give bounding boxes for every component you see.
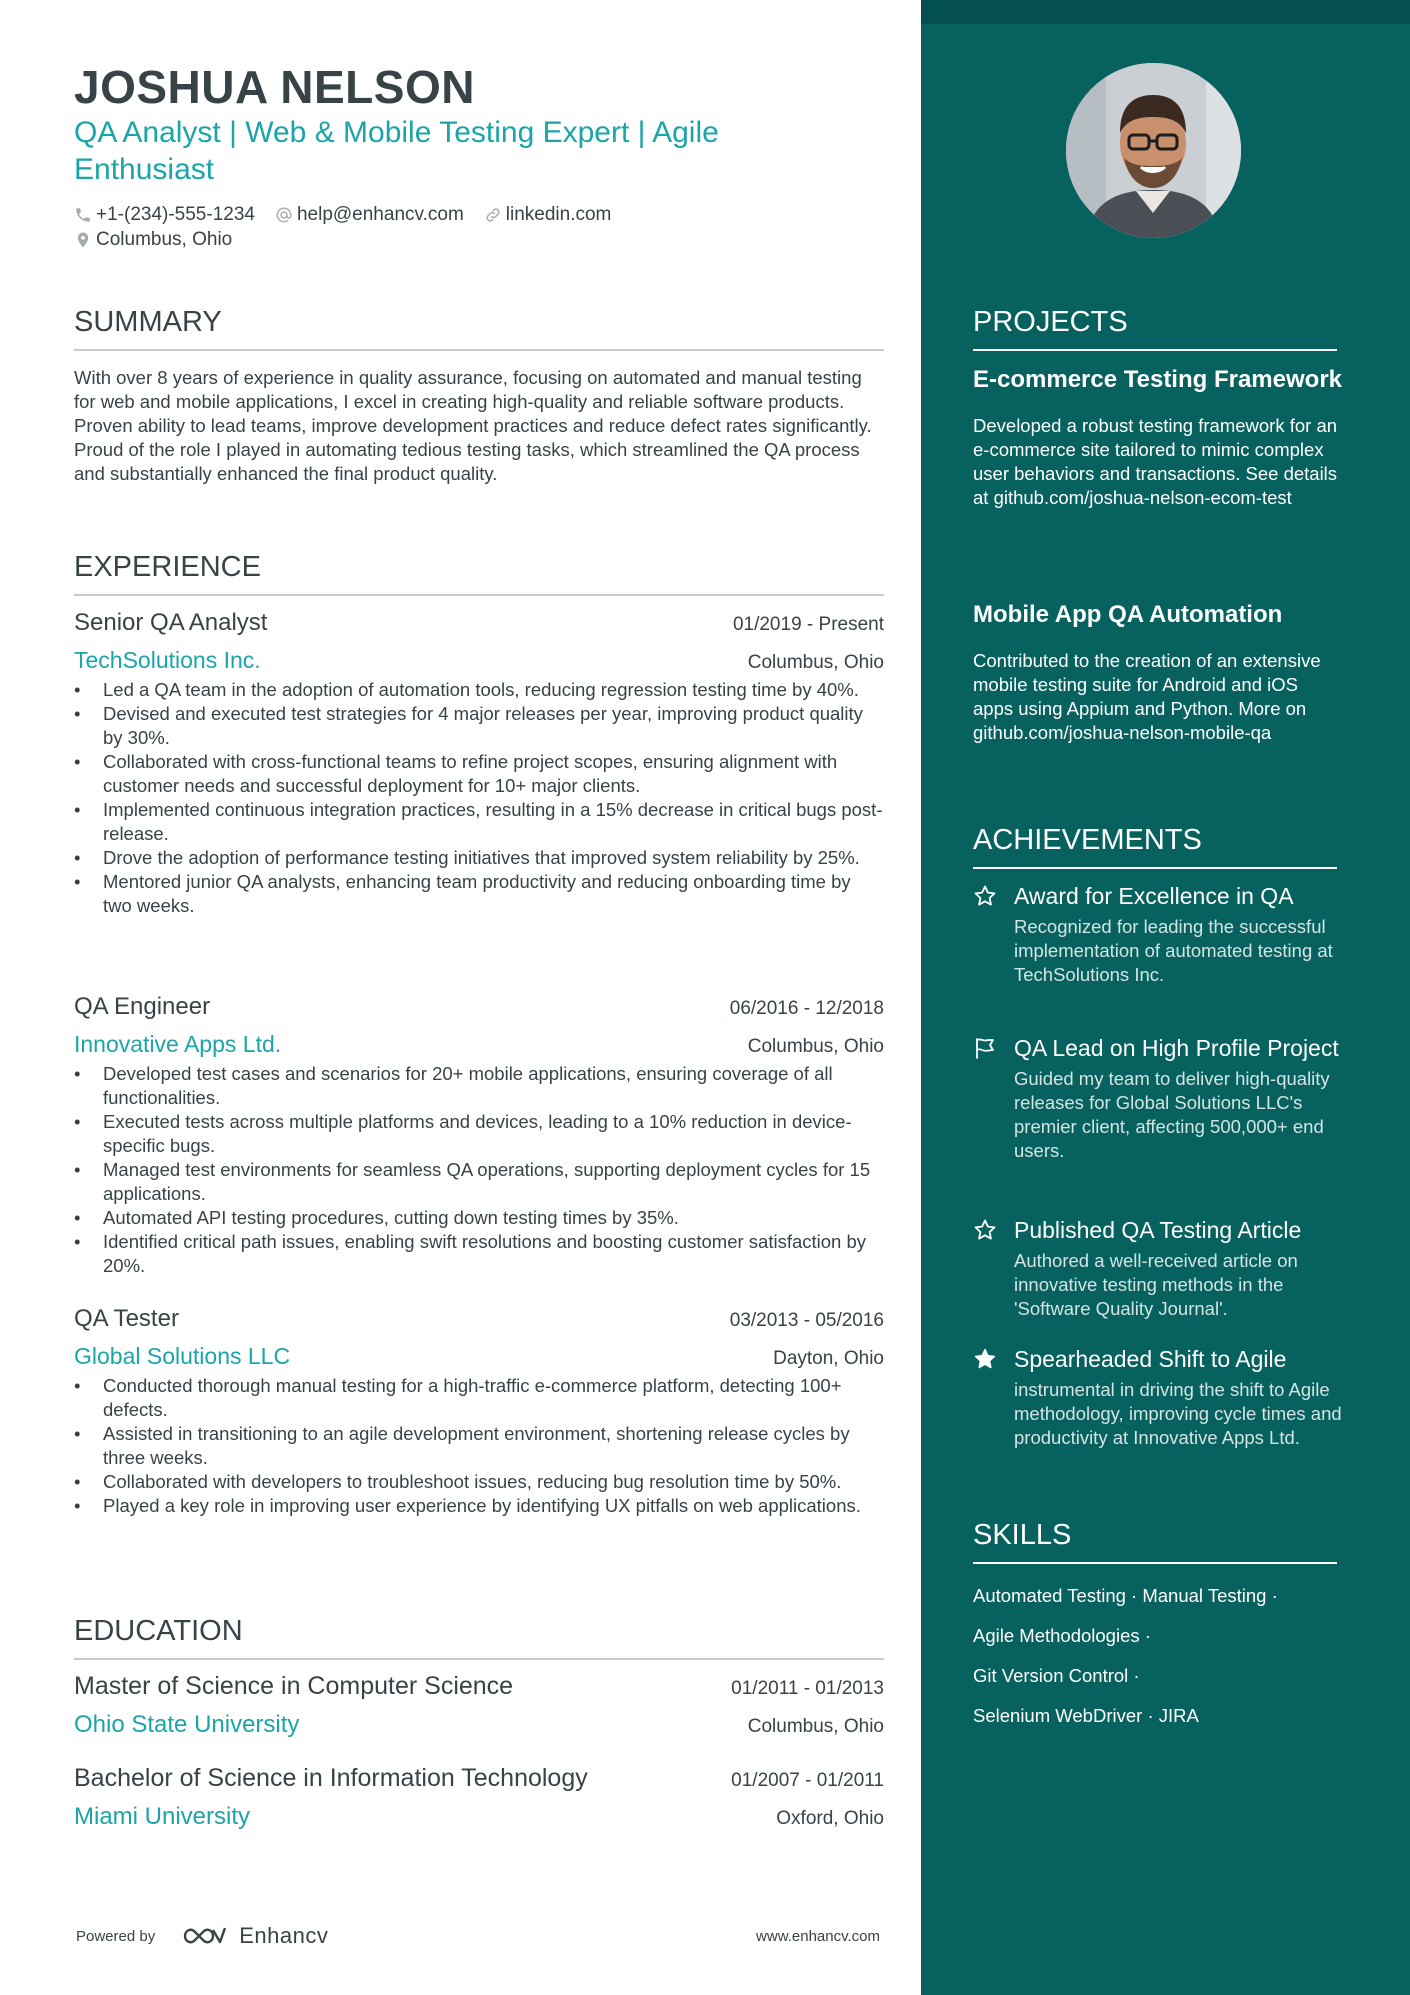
education-school: Ohio State University — [74, 1711, 300, 1738]
job-location: Columbus, Ohio — [747, 652, 884, 673]
skills-line: Selenium WebDriver · JIRA — [973, 1705, 1199, 1726]
education-location: Oxford, Ohio — [776, 1808, 884, 1829]
summary-heading: SUMMARY — [74, 306, 884, 351]
education-degree: Bachelor of Science in Information Technology — [74, 1764, 588, 1792]
projects-heading: PROJECTS — [973, 306, 1337, 351]
project-description: Developed a robust testing framework for an e-commerce site tailored to mimic complex user behaviors and transactions. See details at github.com/joshua-nelson-ecom-test — [973, 415, 1338, 508]
star-outline-icon — [973, 1218, 997, 1242]
job-bullet: • Mentored junior QA analysts, enhancing team productivity and reducing onboarding time by two weeks. — [74, 870, 884, 918]
skills-list — [973, 1576, 1343, 1736]
job-entry — [74, 1305, 884, 1518]
project-entry — [973, 600, 1343, 745]
email-item — [275, 204, 464, 226]
job-bullet: • Identified critical path issues, enabling swift resolutions and boosting customer satisfaction by 20%. — [74, 1230, 884, 1278]
summary-text: With over 8 years of experience in quality assurance, focusing on automated and manual testing for web and mobile applications, I excel in creating high-quality and reliable software products. Proven ability to lead teams, improve development practices and reduce defect rates significantly. Proud of the role I played in automating tedious testing tasks, which streamlined the QA process and substantially enhanced the final product quality. — [74, 367, 872, 484]
achievement-description: Guided my team to deliver high-quality releases for Global Solutions LLC's premier client, affecting 500,000+ end users. — [1014, 1068, 1330, 1161]
job-bullet: • Drove the adoption of performance testing initiatives that improved system reliability by 25%. — [74, 846, 884, 870]
job-location: Columbus, Ohio — [747, 1036, 884, 1057]
education-heading: EDUCATION — [74, 1615, 884, 1660]
skills-line: Automated Testing · Manual Testing · — [973, 1585, 1278, 1606]
project-title: E-commerce Testing Framework — [973, 366, 1343, 393]
at-icon — [275, 206, 293, 224]
sidebar-top-bar — [921, 0, 1410, 24]
candidate-headline: QA Analyst | Web & Mobile Testing Expert | Agile Enthusiast — [74, 116, 719, 186]
avatar-photo-icon — [1066, 63, 1241, 238]
job-bullet: • Assisted in transitioning to an agile development environment, shortening release cycles by three weeks. — [74, 1422, 884, 1470]
skills-line: Agile Methodologies · — [973, 1625, 1151, 1646]
achievement-description: Authored a well-received article on innovative testing methods in the 'Software Quality Journal'. — [1014, 1250, 1298, 1319]
achievement-description: instrumental in driving the shift to Agile methodology, improving cycle times and productivity at Innovative Apps Ltd. — [1014, 1379, 1342, 1448]
link-icon — [484, 206, 502, 224]
linkedin-item — [484, 204, 612, 226]
enhancv-logo[interactable] — [181, 1923, 328, 1949]
job-title: Senior QA Analyst — [74, 609, 268, 636]
enhancv-brand-text: Enhancv — [239, 1923, 329, 1948]
achievement-entry — [973, 1216, 1343, 1321]
experience-heading: EXPERIENCE — [74, 551, 884, 596]
website-link[interactable]: www.enhancv.com — [756, 1927, 880, 1945]
job-bullet: • Implemented continuous integration practices, resulting in a 15% decrease in critical bugs post-release. — [74, 798, 884, 846]
location-item — [74, 229, 232, 251]
achievements-heading: ACHIEVEMENTS — [973, 824, 1337, 869]
education-school: Miami University — [74, 1803, 251, 1830]
job-bullet: • Managed test environments for seamless QA operations, supporting deployment cycles for 15 applications. — [74, 1158, 884, 1206]
education-date: 01/2011 - 01/2013 — [731, 1678, 884, 1699]
job-bullets — [74, 1374, 884, 1518]
project-title: Mobile App QA Automation — [973, 601, 1283, 628]
achievement-title: QA Lead on High Profile Project — [1014, 1035, 1339, 1061]
job-title: QA Tester — [74, 1305, 179, 1332]
candidate-name: JOSHUA NELSON — [74, 61, 475, 113]
job-company: Innovative Apps Ltd. — [74, 1031, 282, 1057]
achievement-description: Recognized for leading the successful implementation of automated testing at TechSolutions Inc. — [1014, 916, 1333, 985]
job-bullet: • Led a QA team in the adoption of automation tools, reducing regression testing time by 40%. — [74, 678, 884, 702]
phone-text[interactable]: +1-(234)-555-1234 — [96, 203, 255, 225]
job-title: QA Engineer — [74, 993, 211, 1020]
education-entry — [74, 1672, 884, 1739]
job-company: Global Solutions LLC — [74, 1343, 291, 1369]
flag-icon — [973, 1036, 997, 1060]
location-text: Columbus, Ohio — [96, 228, 233, 250]
achievement-entry — [973, 1034, 1343, 1163]
achievement-entry — [973, 1345, 1343, 1450]
job-entry — [74, 993, 884, 1278]
contact-info — [74, 202, 874, 252]
education-degree: Master of Science in Computer Science — [74, 1672, 514, 1700]
footer — [76, 1916, 880, 1956]
job-bullet: • Collaborated with developers to troubleshoot issues, reducing bug resolution time by 50%. — [74, 1470, 884, 1494]
avatar — [1066, 63, 1241, 238]
job-bullet: • Conducted thorough manual testing for a high-traffic e-commerce platform, detecting 100+ defects. — [74, 1374, 884, 1422]
enhancv-logo-icon — [181, 1924, 227, 1948]
sidebar — [921, 0, 1410, 1995]
location-pin-icon — [74, 231, 92, 249]
job-date: 06/2016 - 12/2018 — [729, 998, 884, 1019]
linkedin-text[interactable]: linkedin.com — [505, 203, 612, 225]
project-description: Contributed to the creation of an extensive mobile testing suite for Android and iOS apps using Appium and Python. More on github.com/joshua-nelson-mobile-qa — [973, 650, 1321, 743]
achievement-entry — [973, 882, 1343, 987]
job-date: 03/2013 - 05/2016 — [729, 1310, 884, 1331]
job-bullet: • Executed tests across multiple platforms and devices, leading to a 10% reduction in device-specific bugs. — [74, 1110, 884, 1158]
job-location: Dayton, Ohio — [773, 1348, 884, 1369]
project-entry — [973, 365, 1343, 510]
email-text[interactable]: help@enhancv.com — [296, 203, 464, 225]
job-bullets — [74, 678, 884, 918]
achievement-title: Spearheaded Shift to Agile — [1014, 1346, 1287, 1372]
powered-by-label: Powered by — [76, 1927, 156, 1945]
job-bullet: • Developed test cases and scenarios for 20+ mobile applications, ensuring coverage of all functionalities. — [74, 1062, 884, 1110]
job-bullet: • Played a key role in improving user experience by identifying UX pitfalls on web applications. — [74, 1494, 884, 1518]
job-bullet: • Automated API testing procedures, cutting down testing times by 35%. — [74, 1206, 884, 1230]
job-entry — [74, 609, 884, 918]
skills-heading: SKILLS — [973, 1519, 1337, 1564]
achievement-title: Published QA Testing Article — [1014, 1217, 1302, 1243]
phone-item — [74, 204, 255, 226]
job-date: 01/2019 - Present — [732, 614, 884, 635]
education-entry — [74, 1764, 884, 1831]
job-bullets — [74, 1062, 884, 1278]
phone-icon — [74, 206, 92, 224]
star-outline-icon — [973, 884, 997, 908]
job-bullet: • Collaborated with cross-functional teams to refine project scopes, ensuring alignment with customer needs and successful deployment for 10+ major clients. — [74, 750, 884, 798]
star-filled-icon — [973, 1347, 997, 1371]
job-company: TechSolutions Inc. — [74, 647, 261, 673]
achievement-title: Award for Excellence in QA — [1014, 883, 1294, 909]
skills-line: Git Version Control · — [973, 1665, 1140, 1686]
job-bullet: • Devised and executed test strategies for 4 major releases per year, improving product quality by 30%. — [74, 702, 884, 750]
education-date: 01/2007 - 01/2011 — [731, 1770, 884, 1791]
education-location: Columbus, Ohio — [747, 1716, 884, 1737]
